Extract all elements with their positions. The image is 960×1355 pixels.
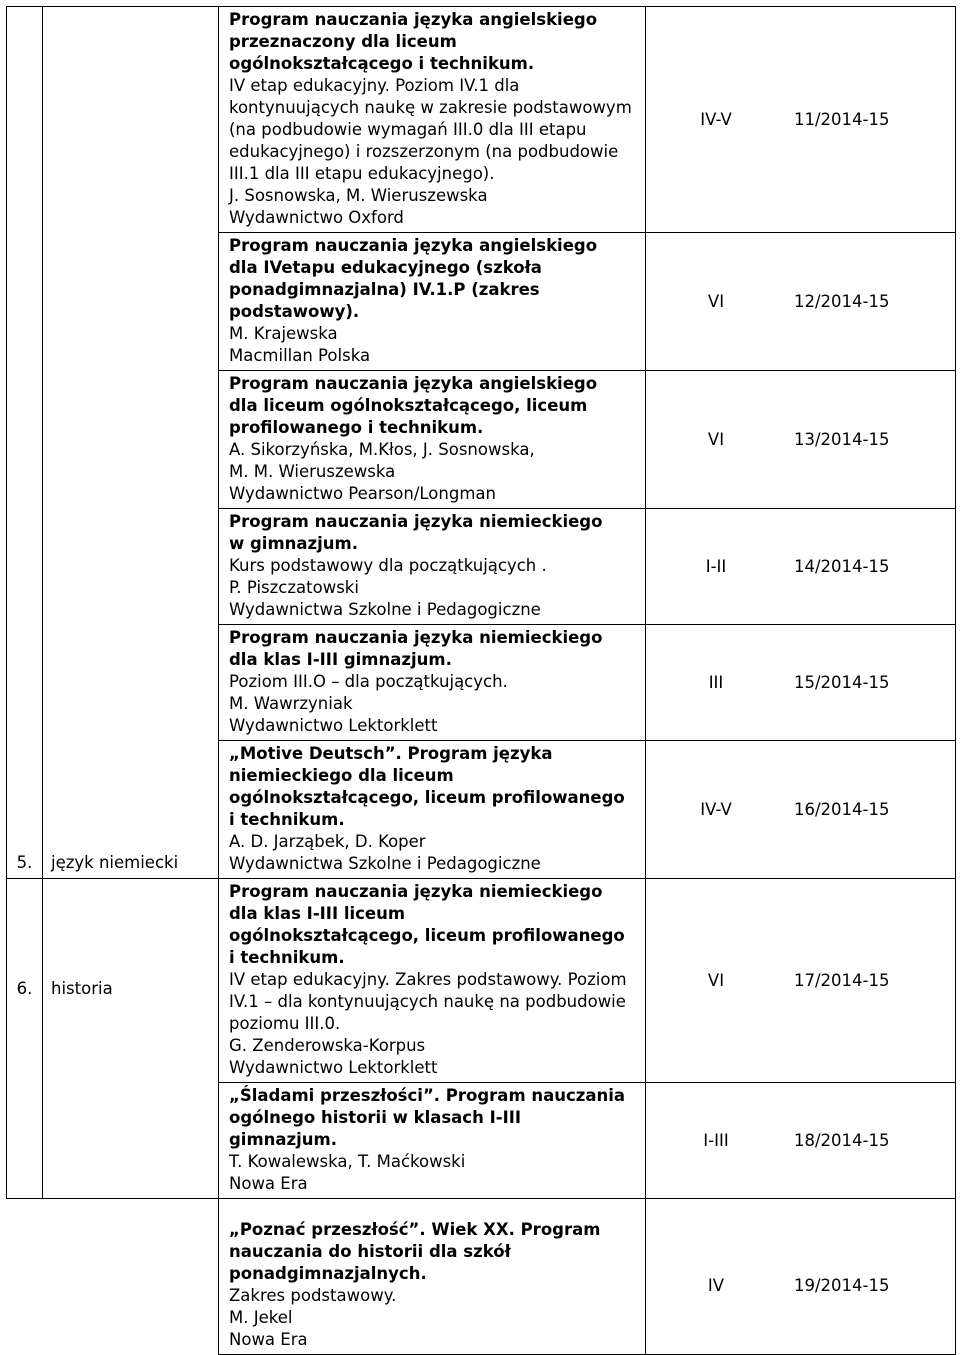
program-number: 15/2014-15 [794,672,890,692]
program-title-line: ogólnokształcącego i technikum. [229,54,535,73]
level-label: III [708,672,724,692]
program-title-line: podstawowy). [229,302,360,321]
program-title-line: ponadgimnazjalna) IV.1.P (zakres [229,280,540,299]
program-title-line: dla IVetapu edukacyjnego (szkoła [229,258,542,277]
level-cell [646,1217,956,1355]
program-cell [219,741,646,879]
program-detail-line: (na podbudowie wymagań III.0 dla III etapu [229,120,587,139]
program-detail-line: Zakres podstawowy. [229,1286,397,1305]
level-label: IV-V [700,109,732,129]
program-title-line: i technikum. [229,948,345,967]
level-cell [646,371,956,509]
program-detail-line: kontynuujących naukę w zakresie podstawowym [229,98,632,117]
program-detail-line: IV etap edukacyjny. Poziom IV.1 dla [229,76,520,95]
subject-cell [43,879,219,1199]
program-title-line: ogólnokształcącego, liceum profilowanego [229,926,625,945]
level-label: IV-V [700,799,732,819]
level-cell [646,879,956,1083]
program-detail-line: M. Jekel [229,1308,293,1327]
program-detail-line: edukacyjnego) i rozszerzonym (na podbudowie [229,142,619,161]
program-detail-line: A. D. Jarząbek, D. Koper [229,832,426,851]
program-detail-line: Wydawnictwo Lektorklett [229,1058,438,1077]
subject-cell [43,7,219,879]
program-title-line: Program nauczania języka angielskiego [229,374,598,393]
program-detail-line: IV.1 – dla kontynuujących naukę na podbudowie [229,992,626,1011]
program-detail-line: Nowa Era [229,1174,308,1193]
level-label: VI [707,970,725,990]
program-detail-line: Wydawnictwa Szkolne i Pedagogiczne [229,600,541,619]
program-detail-line: Wydawnictwo Oxford [229,208,404,227]
program-title-line: ogólnego historii w klasach I-III [229,1108,521,1127]
program-detail-line: A. Sikorzyńska, M.Kłos, J. Sosnowska, [229,440,535,459]
program-detail-line: Poziom III.O – dla początkujących. [229,672,508,691]
level-cell [646,625,956,741]
program-title-line: Program nauczania języka niemieckiego [229,512,603,531]
program-detail-line: T. Kowalewska, T. Maćkowski [229,1152,466,1171]
program-number: 11/2014-15 [794,109,890,129]
program-number: 17/2014-15 [794,970,890,990]
program-title-line: „Poznać przeszłość”. Wiek XX. Program [229,1220,601,1239]
program-title-line: nauczania do historii dla szkół [229,1242,511,1261]
program-title-line: gimnazjum. [229,1130,338,1149]
program-detail-line: IV etap edukacyjny. Zakres podstawowy. Poziom [229,970,627,989]
program-title-line: Program nauczania języka angielskiego [229,10,598,29]
program-title-line: i technikum. [229,810,345,829]
level-cell [646,7,956,233]
program-detail-line: Kurs podstawowy dla początkujących . [229,556,547,575]
program-cell [219,233,646,371]
program-detail-line: M. M. Wieruszewska [229,462,396,481]
program-number: 13/2014-15 [794,429,890,449]
level-label: IV [707,1275,725,1295]
program-title-line: „Śladami przeszłości”. Program nauczania [229,1086,626,1105]
row-number-cell [7,879,43,1199]
row-number: 5. [16,853,33,872]
program-detail-line: M. Wawrzyniak [229,694,353,713]
program-title-line: w gimnazjum. [229,534,358,553]
program-title-line: przeznaczony dla liceum [229,32,457,51]
program-cell [219,1083,646,1199]
program-title-line: „Motive Deutsch”. Program języka [229,744,553,763]
program-detail-line: Wydawnictwo Lektorklett [229,716,438,735]
program-title-line: niemieckiego dla liceum [229,766,454,785]
program-number: 19/2014-15 [794,1275,890,1295]
row-number: 6. [16,979,33,998]
level-cell [646,1083,956,1199]
table-gap [7,1199,956,1218]
program-number: 14/2014-15 [794,556,890,576]
program-detail-line: J. Sosnowska, M. Wieruszewska [229,186,488,205]
subject-name: historia [51,979,113,998]
table-row [7,879,956,1083]
program-detail-line: Wydawnictwa Szkolne i Pedagogiczne [229,854,541,873]
program-cell [219,7,646,233]
program-detail-line: Macmillan Polska [229,346,371,365]
table-row [7,1217,956,1355]
program-detail-line: Wydawnictwo Pearson/Longman [229,484,496,503]
program-title-line: Program nauczania języka niemieckiego [229,882,603,901]
level-cell [646,233,956,371]
program-title-line: ogólnokształcącego, liceum profilowanego [229,788,625,807]
level-cell [646,509,956,625]
program-title-line: Program nauczania języka angielskiego [229,236,598,255]
program-title-line: dla klas I-III gimnazjum. [229,650,452,669]
program-detail-line: P. Piszczatowski [229,578,359,597]
program-cell [219,371,646,509]
program-title-line: profilowanego i technikum. [229,418,484,437]
row-number-cell [7,7,43,879]
level-label: I-III [703,1130,729,1150]
program-title-line: dla liceum ogólnokształcącego, liceum [229,396,588,415]
program-number: 16/2014-15 [794,799,890,819]
subject-name: język niemiecki [51,853,179,872]
program-cell [219,879,646,1083]
level-label: I-II [705,556,727,576]
program-cell [219,1217,646,1355]
program-title-line: Program nauczania języka niemieckiego [229,628,603,647]
level-label: VI [707,291,725,311]
program-detail-line: M. Krajewska [229,324,338,343]
program-number: 18/2014-15 [794,1130,890,1150]
level-label: VI [707,429,725,449]
program-title-line: dla klas I-III liceum [229,904,406,923]
program-detail-line: G. Zenderowska-Korpus [229,1036,426,1055]
program-cell [219,625,646,741]
program-detail-line: poziomu III.0. [229,1014,341,1033]
curriculum-table [6,6,956,1355]
program-title-line: ponadgimnazjalnych. [229,1264,427,1283]
table-row [7,7,956,233]
level-cell [646,741,956,879]
program-cell [219,509,646,625]
program-detail-line: Nowa Era [229,1330,308,1349]
program-detail-line: III.1 dla III etapu edukacyjnego). [229,164,495,183]
program-number: 12/2014-15 [794,291,890,311]
